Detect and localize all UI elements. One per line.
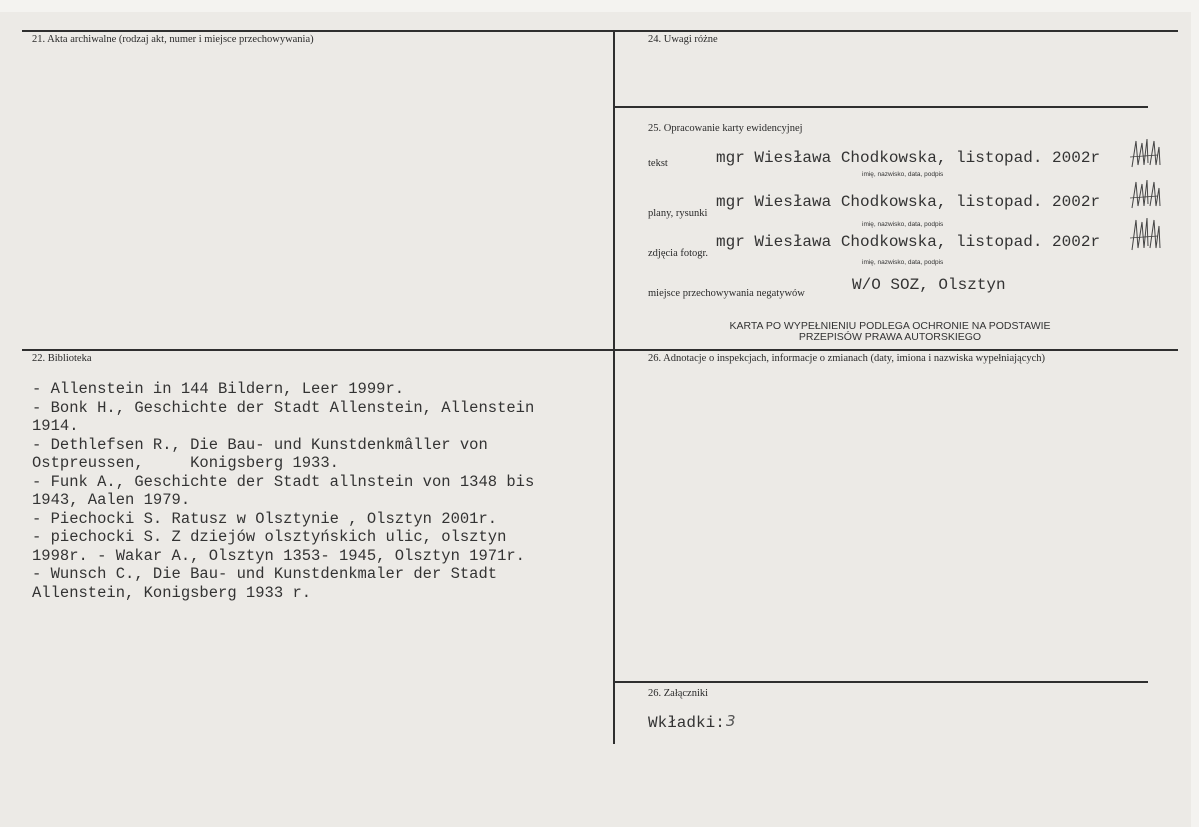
- text-row-label: tekst: [648, 158, 668, 169]
- negatives-location-value: W/O SOZ, Olsztyn: [852, 276, 1006, 294]
- signature-mark-1: [1128, 135, 1164, 175]
- list-item: - Piechocki S. Ratusz w Olsztynie , Olsztyn 2001r.: [32, 509, 498, 528]
- copyright-notice-line-1: KARTA PO WYPEŁNIENIU PODLEGA OCHRONIE NA PODSTAWIE: [729, 320, 1051, 332]
- list-item: - Wunsch C., Die Bau- und Kunstdenkmaler der Stadt: [32, 565, 498, 583]
- top-border-line: [22, 30, 1178, 32]
- photos-row-caption: imię, nazwisko, data, podpis: [862, 259, 944, 266]
- negatives-location-label: miejsce przechowywania negatywów: [648, 288, 805, 299]
- list-item: - piechocki S. Z dziejów olsztyńskich ulic, olsztyn: [32, 528, 507, 546]
- remarks-bottom-line: [614, 106, 1148, 108]
- photos-row-value: mgr Wiesława Chodkowska, listopad. 2002r: [716, 233, 1101, 251]
- list-item: - Bonk H., Geschichte der Stadt Allenstein, Allenstein: [32, 398, 535, 417]
- middle-horizontal-line: [22, 349, 1178, 351]
- attachments-label: 26. Załączniki: [648, 688, 709, 699]
- signature-mark-3: [1128, 214, 1164, 258]
- plans-row-value: mgr Wiesława Chodkowska, listopad. 2002r: [716, 193, 1101, 211]
- list-item: - Allenstein in 144 Bildern, Leer 1999r.: [32, 380, 405, 398]
- vertical-divider: [613, 30, 615, 744]
- plans-row-caption: imię, nazwisko, data, podpis: [862, 221, 944, 228]
- list-item: 1943, Aalen 1979.: [32, 491, 191, 509]
- paper-edge-right: [1191, 0, 1199, 827]
- attachments-top-line: [614, 681, 1148, 683]
- text-row-caption: imię, nazwisko, data, podpis: [862, 171, 944, 178]
- remarks-label: 24. Uwagi różne: [648, 34, 718, 45]
- archival-files-label: 21. Akta archiwalne (rodzaj akt, numer i miejsce przechowywania): [32, 34, 314, 45]
- list-item: 1914.: [32, 417, 79, 435]
- plans-row-label: plany, rysunki: [648, 208, 708, 219]
- signature-mark-2: [1128, 176, 1164, 216]
- inserts-value: 3: [726, 712, 736, 730]
- list-item: - Funk A., Geschichte der Stadt allnstein von 1348 bis: [32, 472, 535, 491]
- list-item: Ostpreussen, Konigsberg 1933.: [32, 454, 339, 472]
- copyright-notice-line-2: PRZEPISÓW PRAWA AUTORSKIEGO: [798, 331, 982, 343]
- inserts-label: Wkładki:: [648, 714, 725, 732]
- list-item: Allenstein, Konigsberg 1933 r.: [32, 583, 312, 602]
- list-item: - Dethlefsen R., Die Bau- und Kunstdenkmâller von: [32, 435, 488, 454]
- list-item: 1998r. - Wakar A., Olsztyn 1353- 1945, Olsztyn 1971r.: [32, 546, 525, 565]
- photos-row-label: zdjęcia fotogr.: [648, 248, 709, 259]
- text-row-value: mgr Wiesława Chodkowska, listopad. 2002r: [716, 149, 1101, 167]
- inspections-label: 26. Adnotacje o inspekcjach, informacje o zmianach (daty, imiona i nazwiska wypełniających): [648, 353, 1046, 364]
- library-label: 22. Biblioteka: [32, 353, 92, 364]
- preparation-label: 25. Opracowanie karty ewidencyjnej: [648, 123, 803, 134]
- bibliography-list: [32, 380, 592, 602]
- copyright-notice: [700, 321, 1080, 343]
- paper-edge-top: [0, 0, 1199, 12]
